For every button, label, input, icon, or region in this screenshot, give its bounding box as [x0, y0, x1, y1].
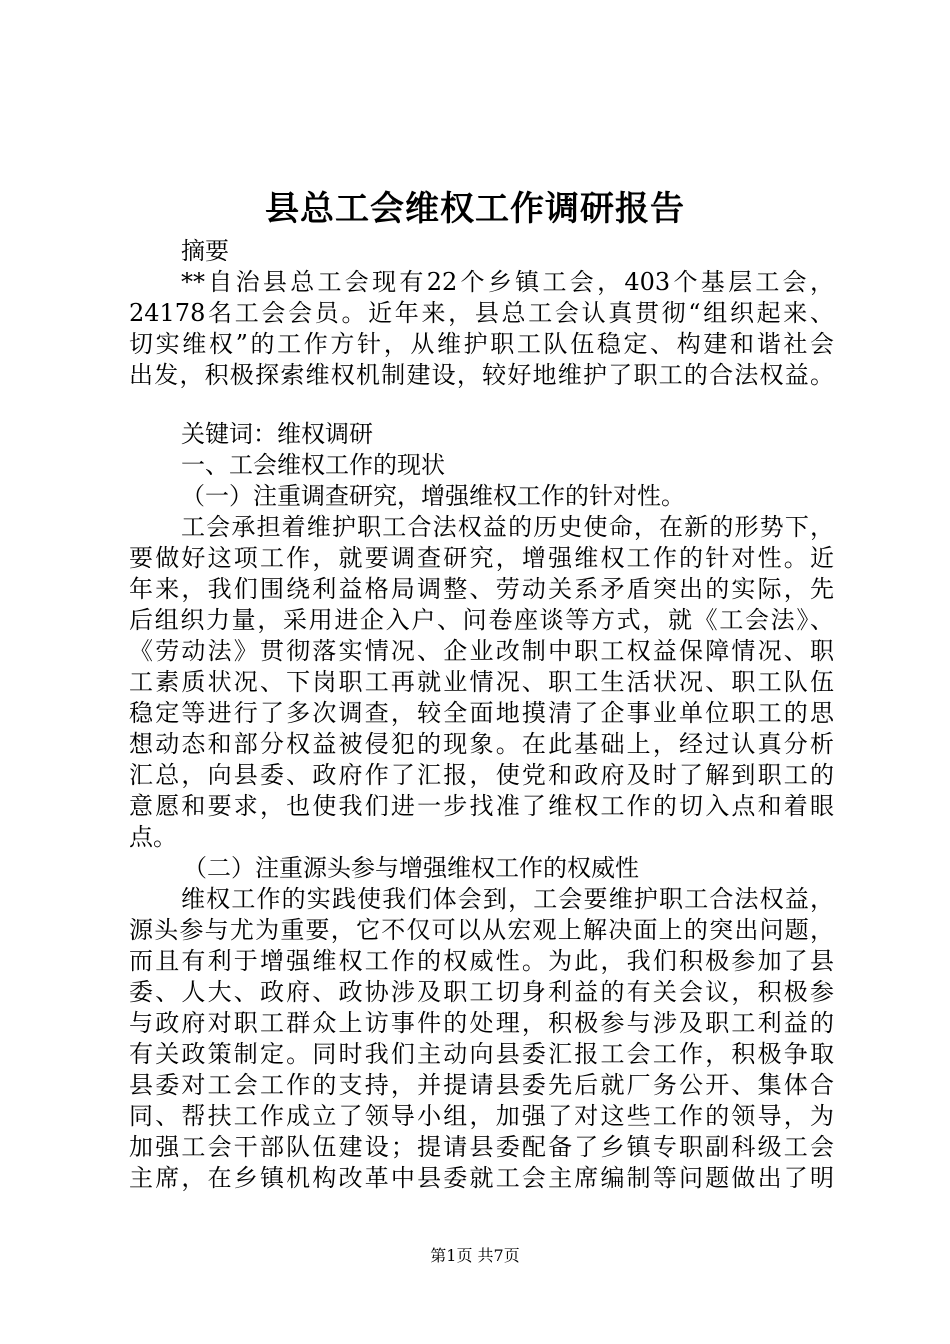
paragraph-line: 有关政策制定。同时我们主动向县委汇报工会工作，积极争取: [129, 1040, 834, 1068]
subsection-heading: （一）注重调查研究，增强维权工作的针对性。: [181, 482, 685, 510]
paragraph-line: 与政府对职工群众上访事件的处理，积极参与涉及职工利益的: [129, 1009, 834, 1037]
document-title: 县总工会维权工作调研报告: [265, 189, 685, 229]
abstract-heading: 摘要: [181, 237, 229, 265]
paragraph-line: 工会承担着维护职工合法权益的历史使命，在新的形势下，: [181, 513, 834, 541]
abstract-line: **自治县总工会现有22个乡镇工会，403个基层工会，: [181, 268, 834, 296]
paragraph-line: 而且有利于增强维权工作的权威性。为此，我们积极参加了县: [129, 947, 834, 975]
paragraph-line: 点。: [129, 823, 177, 851]
paragraph-gap: [129, 391, 834, 419]
abstract-line: 切实维权”的工作方针，从维护职工队伍稳定、构建和谐社会: [129, 330, 834, 358]
paragraph-line: 想动态和部分权益被侵犯的现象。在此基础上，经过认真分析: [129, 730, 834, 758]
paragraph-line: 委、人大、政府、政协涉及职工切身利益的有关会议，积极参: [129, 978, 834, 1006]
paragraph-line: 汇总，向县委、政府作了汇报，使党和政府及时了解到职工的: [129, 761, 834, 789]
paragraph-line: 工素质状况、下岗职工再就业情况、职工生活状况、职工队伍: [129, 668, 834, 696]
paragraph-line: 同、帮扶工作成立了领导小组，加强了对这些工作的领导，为: [129, 1102, 834, 1130]
subsection-heading: （二）注重源头参与增强维权工作的权威性: [183, 854, 639, 882]
abstract-line: 24178名工会会员。近年来，县总工会认真贯彻“组织起来、: [129, 299, 834, 327]
paragraph-line: 源头参与尤为重要，它不仅可以从宏观上解决面上的突出问题，: [129, 916, 834, 944]
paragraph-line: 意愿和要求，也使我们进一步找准了维权工作的切入点和着眼: [129, 792, 834, 820]
paragraph-line: 县委对工会工作的支持，并提请县委先后就厂务公开、集体合: [129, 1071, 834, 1099]
section-heading: 一、工会维权工作的现状: [181, 451, 445, 479]
paragraph-line: 维权工作的实践使我们体会到，工会要维护职工合法权益，: [181, 885, 834, 913]
paragraph-line: 要做好这项工作，就要调查研究，增强维权工作的针对性。近: [129, 544, 834, 572]
paragraph-line: 加强工会干部队伍建设；提请县委配备了乡镇专职副科级工会: [129, 1133, 834, 1161]
abstract-line: 出发，积极探索维权机制建设，较好地维护了职工的合法权益。: [129, 361, 834, 389]
keywords-line: 关键词：维权调研: [181, 420, 373, 448]
page-footer: 第1页 共7页: [430, 1246, 520, 1265]
paragraph-line: 后组织力量，采用进企入户、问卷座谈等方式，就《工会法》、: [129, 606, 834, 634]
document-body: [129, 236, 834, 1194]
paragraph-line: 主席，在乡镇机构改革中县委就工会主席编制等问题做出了明: [129, 1164, 834, 1192]
paragraph-line: 《劳动法》贯彻落实情况、企业改制中职工权益保障情况、职: [129, 637, 834, 665]
paragraph-line: 年来，我们围绕利益格局调整、劳动关系矛盾突出的实际，先: [129, 575, 834, 603]
paragraph-line: 稳定等进行了多次调查，较全面地摸清了企事业单位职工的思: [129, 699, 834, 727]
